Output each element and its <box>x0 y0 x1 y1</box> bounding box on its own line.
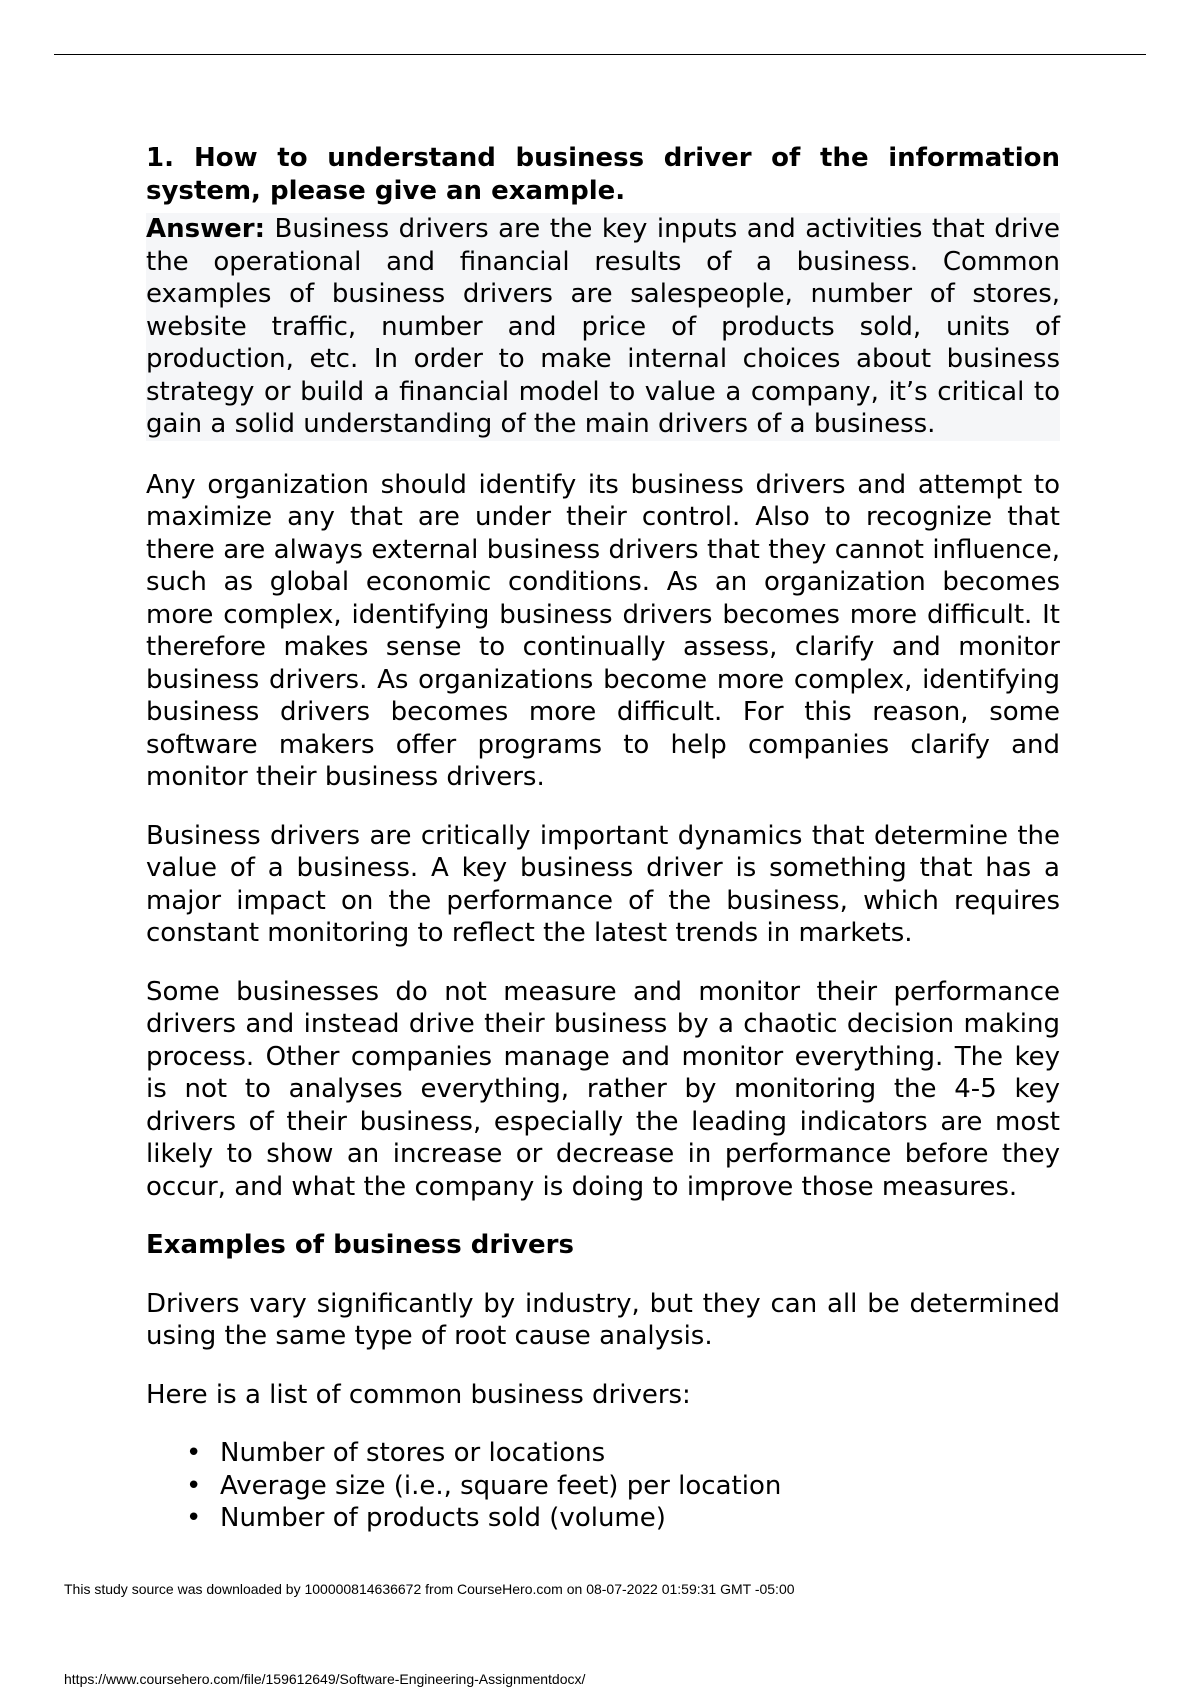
drivers-list <box>146 1437 1060 1535</box>
body-paragraph: Any organization should identify its business drivers and attempt to maximize any that are under their control. Also to recognize that there are always external business drivers that they cannot influence, such as global economic conditions. As an organization becomes more complex, identifying business drivers becomes more difficult. It therefore makes sense to continually assess, clarify and monitor business drivers. As organizations become more complex, identifying business drivers becomes more difficult. For this reason, some software makers offer programs to help companies clarify and monitor their business drivers. <box>146 469 1060 792</box>
list-item-text: Average size (i.e., square feet) per location <box>220 1470 782 1501</box>
question-number: 1. <box>146 143 174 173</box>
list-item-text: Number of stores or locations <box>220 1438 606 1468</box>
header-rule <box>54 54 1146 55</box>
body-paragraph: Some businesses do not measure and monitor their performance drivers and instead drive their business by a chaotic decision making process. Other companies manage and monitor everything. The key is not to analyses everything, rather by monitoring the 4-5 key drivers of their business, especially the leading indicators are most likely to show an increase or decrease in performance before they occur, and what the company is doing to improve those measures. <box>146 976 1060 1202</box>
bullet-icon: • <box>186 1438 202 1468</box>
answer-text: Business drivers are the key inputs and activities that drive the operational and financial results of a business. Common examples of business drivers are salespeople, number of stores, website traffic, number and price of products sold, units of production, etc. In order to make internal choices about business strategy or build a financial model to value a company, it’s critical to gain a solid understanding of the main drivers of a business. <box>146 214 1060 439</box>
answer-label: Answer: <box>146 214 265 244</box>
bullet-icon: • <box>186 1503 202 1533</box>
list-item <box>186 1470 1060 1503</box>
answer-paragraph <box>146 213 1060 441</box>
body-paragraph: Business drivers are critically important dynamics that determine the value of a business. A key business driver is something that has a major impact on the performance of the business, which requires constant monitoring to reflect the latest trends in markets. <box>146 820 1060 948</box>
examples-paragraph: Drivers vary significantly by industry, but they can all be determined using the same type of root cause analysis. <box>146 1288 1060 1351</box>
question-text: How to understand business driver of the information system, please give an example. <box>146 143 1060 206</box>
document-body <box>146 142 1060 1535</box>
download-source-note: This study source was downloaded by 100000814636672 from CourseHero.com on 08-07-2022 01:59:31 GMT -05:00 <box>64 1581 795 1597</box>
question-heading <box>146 142 1060 207</box>
examples-heading: Examples of business drivers <box>146 1230 574 1260</box>
bullet-icon: • <box>186 1470 202 1501</box>
list-item <box>186 1437 1060 1470</box>
source-url-link[interactable]: https://www.coursehero.com/file/159612649/Software-Engineering-Assignmentdocx/ <box>64 1671 586 1687</box>
examples-paragraph: Here is a list of common business drivers: <box>146 1379 691 1410</box>
list-item <box>186 1502 1060 1535</box>
list-item-text: Number of products sold (volume) <box>220 1503 666 1533</box>
